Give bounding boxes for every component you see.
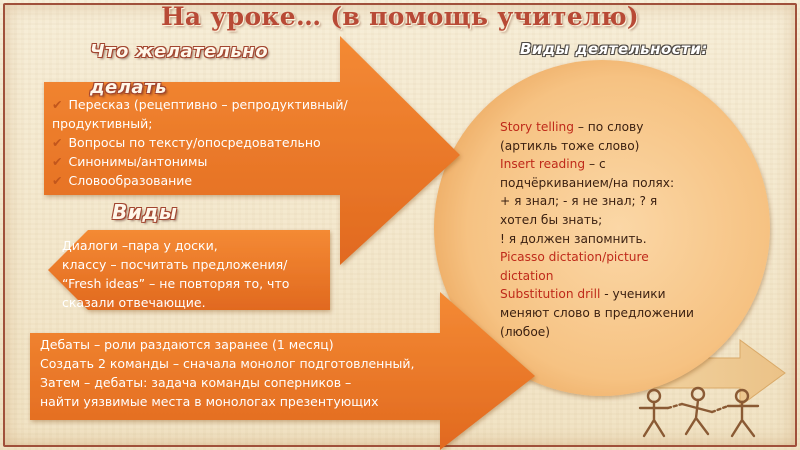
text-line: сказали отвечающие. <box>62 295 206 310</box>
list-item-continuation: продуктивный; <box>52 116 153 131</box>
activities-text <box>500 118 715 341</box>
text-line: подчёркиванием/на полях: <box>500 175 675 190</box>
text-line: ! я должен запомнить. <box>500 231 647 246</box>
activity-insert-reading: Insert reading – с <box>500 157 606 172</box>
text-line: Диалоги –пара у доски, <box>62 238 218 253</box>
heading-types: Виды <box>112 200 178 224</box>
dialogues-text <box>62 236 352 312</box>
stick-figures-sketch <box>626 384 776 440</box>
text-line: + я знал; - я не знал; ? я <box>500 194 658 209</box>
activity-picasso-dictation: Picasso dictation/picture <box>500 250 649 265</box>
text-line: найти уязвимые места в монологах презентующих <box>40 394 379 409</box>
text-line: (любое) <box>500 324 551 339</box>
debates-text <box>40 335 490 411</box>
text-line: (артикль тоже слово) <box>500 138 640 153</box>
checkmark-icon: ✔ <box>52 97 63 112</box>
activity-term: Substitution drill <box>500 287 601 302</box>
text-line: “Fresh ideas” – не повторяя то, что <box>62 276 290 291</box>
text-line: Дебаты – роли раздаются заранее (1 месяц) <box>40 337 334 352</box>
text-line: классу – посчитать предложения/ <box>62 257 288 272</box>
heading-what-to-do: Что желательно делать <box>90 41 269 98</box>
list-item: ✔ Синонимы/антонимы <box>52 154 208 169</box>
checkmark-icon: ✔ <box>52 173 63 188</box>
text-line: меняют слово в предложении <box>500 305 694 320</box>
list-item: ✔ Словообразование <box>52 173 193 188</box>
heading-activities: Виды деятельности: <box>520 40 708 58</box>
top-list <box>52 95 392 190</box>
activity-term: Story telling <box>500 120 574 134</box>
list-item: ✔ Пересказ (рецептивно – репродуктивный/ <box>52 97 348 112</box>
activity-term: Insert reading <box>500 157 586 172</box>
text-line: хотел бы знать; <box>500 212 603 227</box>
activity-story-telling: Story telling – по слову <box>500 120 644 134</box>
checkmark-icon: ✔ <box>52 154 63 169</box>
activity-picasso-dictation-cont: dictation <box>500 268 554 283</box>
slide-title: На уроке… (в помощь учителю) <box>160 2 640 31</box>
list-item: ✔ Вопросы по тексту/опосредовательно <box>52 135 321 150</box>
text-line: Затем – дебаты: задача команды соперников – <box>40 375 352 390</box>
activity-substitution-drill: Substitution drill - ученики <box>500 287 666 302</box>
text-line: Создать 2 команды – сначала монолог подготовленный, <box>40 356 415 371</box>
checkmark-icon: ✔ <box>52 135 63 150</box>
